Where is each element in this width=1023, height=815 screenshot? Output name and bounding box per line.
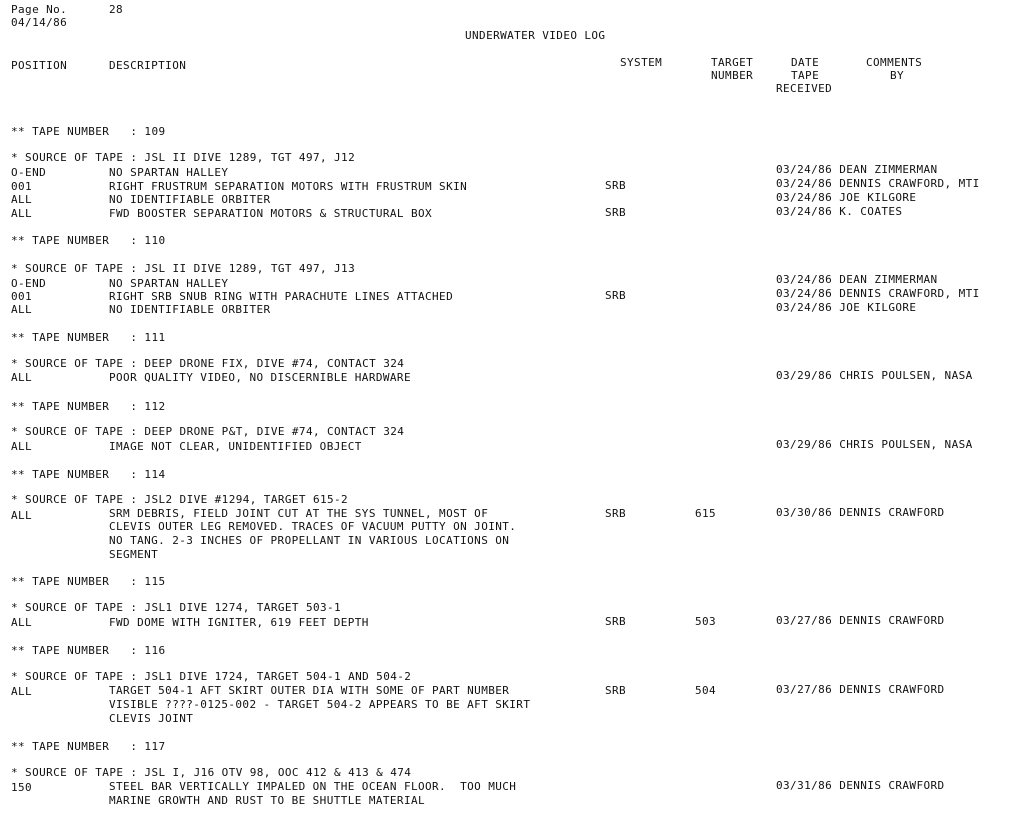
entry-description: RIGHT FRUSTRUM SEPARATION MOTORS WITH FRUSTRUM SKIN: [109, 180, 468, 193]
entry-description: SEGMENT: [109, 548, 159, 561]
column-header-description: DESCRIPTION: [109, 59, 187, 72]
tape-source: * SOURCE OF TAPE : JSL II DIVE 1289, TGT 497, J13: [11, 262, 356, 275]
entry-description: NO SPARTAN HALLEY: [109, 277, 229, 290]
entry-description: MARINE GROWTH AND RUST TO BE SHUTTLE MATERIAL: [109, 794, 426, 807]
entry-system: SRB: [605, 179, 627, 192]
entry-description: RIGHT SRB SNUB RING WITH PARACHUTE LINES ATTACHED: [109, 290, 454, 303]
tape-source: * SOURCE OF TAPE : DEEP DRONE FIX, DIVE #74, CONTACT 324: [11, 357, 405, 370]
entry-comments: 03/24/86 DENNIS CRAWFORD, MTI: [776, 177, 980, 190]
entry-target-number: 615: [695, 507, 717, 520]
entry-comments: 03/29/86 CHRIS POULSEN, NASA: [776, 438, 973, 451]
entry-description: IMAGE NOT CLEAR, UNIDENTIFIED OBJECT: [109, 440, 362, 453]
column-header-date: DATE: [791, 56, 820, 69]
tape-source: * SOURCE OF TAPE : JSL2 DIVE #1294, TARGET 615-2: [11, 493, 349, 506]
column-header-system: SYSTEM: [620, 56, 663, 69]
entry-description: CLEVIS JOINT: [109, 712, 194, 725]
column-header-date: RECEIVED: [776, 82, 833, 95]
column-header-target: NUMBER: [711, 69, 754, 82]
page-title: UNDERWATER VIDEO LOG: [465, 29, 606, 42]
entry-description: VISIBLE ????-0125-002 - TARGET 504-2 APPEARS TO BE AFT SKIRT: [109, 698, 531, 711]
tape-number-heading: ** TAPE NUMBER : 111: [11, 331, 166, 344]
entry-description: NO IDENTIFIABLE ORBITER: [109, 303, 271, 316]
tape-number-heading: ** TAPE NUMBER : 116: [11, 644, 166, 657]
tape-source: * SOURCE OF TAPE : JSL1 DIVE 1274, TARGET 503-1: [11, 601, 342, 614]
page-number: 28: [109, 3, 124, 16]
tape-number-heading: ** TAPE NUMBER : 112: [11, 400, 166, 413]
entry-comments: 03/24/86 K. COATES: [776, 205, 903, 218]
entry-description: FWD BOOSTER SEPARATION MOTORS & STRUCTURAL BOX: [109, 207, 433, 220]
entry-description: STEEL BAR VERTICALLY IMPALED ON THE OCEAN FLOOR. TOO MUCH: [109, 780, 517, 793]
page-number-label: Page No.: [11, 3, 68, 16]
entry-position: ALL: [11, 303, 33, 316]
entry-position: O-END: [11, 277, 47, 290]
entry-description: POOR QUALITY VIDEO, NO DISCERNIBLE HARDWARE: [109, 371, 411, 384]
entry-comments: 03/27/86 DENNIS CRAWFORD: [776, 683, 945, 696]
tape-number-heading: ** TAPE NUMBER : 117: [11, 740, 166, 753]
entry-system: SRB: [605, 615, 627, 628]
entry-position: 001: [11, 290, 33, 303]
entry-comments: 03/30/86 DENNIS CRAWFORD: [776, 506, 945, 519]
tape-number-heading: ** TAPE NUMBER : 110: [11, 234, 166, 247]
entry-description: NO TANG. 2-3 INCHES OF PROPELLANT IN VARIOUS LOCATIONS ON: [109, 534, 510, 547]
entry-position: ALL: [11, 440, 33, 453]
tape-source: * SOURCE OF TAPE : DEEP DRONE P&T, DIVE #74, CONTACT 324: [11, 425, 405, 438]
entry-position: ALL: [11, 371, 33, 384]
tape-number-heading: ** TAPE NUMBER : 109: [11, 125, 166, 138]
entry-comments: 03/27/86 DENNIS CRAWFORD: [776, 614, 945, 627]
column-header-comments: COMMENTS: [866, 56, 923, 69]
entry-description: CLEVIS OUTER LEG REMOVED. TRACES OF VACUUM PUTTY ON JOINT.: [109, 520, 517, 533]
entry-position: ALL: [11, 509, 33, 522]
entry-comments: 03/24/86 JOE KILGORE: [776, 301, 917, 314]
entry-system: SRB: [605, 507, 627, 520]
column-header-target: TARGET: [711, 56, 754, 69]
column-header-comments: BY: [890, 69, 905, 82]
entry-system: SRB: [605, 684, 627, 697]
tape-source: * SOURCE OF TAPE : JSL1 DIVE 1724, TARGET 504-1 AND 504-2: [11, 670, 412, 683]
report-date: 04/14/86: [11, 16, 68, 29]
entry-system: SRB: [605, 206, 627, 219]
entry-position: ALL: [11, 685, 33, 698]
entry-position: 150: [11, 781, 33, 794]
entry-comments: 03/24/86 DEAN ZIMMERMAN: [776, 273, 938, 286]
tape-number-heading: ** TAPE NUMBER : 115: [11, 575, 166, 588]
entry-comments: 03/24/86 JOE KILGORE: [776, 191, 917, 204]
entry-position: O-END: [11, 166, 47, 179]
entry-target-number: 503: [695, 615, 717, 628]
entry-position: ALL: [11, 616, 33, 629]
column-header-position: POSITION: [11, 59, 68, 72]
entry-system: SRB: [605, 289, 627, 302]
entry-comments: 03/24/86 DEAN ZIMMERMAN: [776, 163, 938, 176]
entry-description: NO SPARTAN HALLEY: [109, 166, 229, 179]
entry-position: 001: [11, 180, 33, 193]
entry-description: FWD DOME WITH IGNITER, 619 FEET DEPTH: [109, 616, 369, 629]
entry-position: ALL: [11, 207, 33, 220]
entry-comments: 03/24/86 DENNIS CRAWFORD, MTI: [776, 287, 980, 300]
tape-source: * SOURCE OF TAPE : JSL II DIVE 1289, TGT 497, J12: [11, 151, 356, 164]
tape-number-heading: ** TAPE NUMBER : 114: [11, 468, 166, 481]
entry-description: TARGET 504-1 AFT SKIRT OUTER DIA WITH SOME OF PART NUMBER: [109, 684, 510, 697]
entry-comments: 03/29/86 CHRIS POULSEN, NASA: [776, 369, 973, 382]
tape-source: * SOURCE OF TAPE : JSL I, J16 OTV 98, OOC 412 & 413 & 474: [11, 766, 412, 779]
entry-target-number: 504: [695, 684, 717, 697]
entry-position: ALL: [11, 193, 33, 206]
entry-description: SRM DEBRIS, FIELD JOINT CUT AT THE SYS TUNNEL, MOST OF: [109, 507, 489, 520]
entry-description: NO IDENTIFIABLE ORBITER: [109, 193, 271, 206]
column-header-date: TAPE: [791, 69, 820, 82]
entry-comments: 03/31/86 DENNIS CRAWFORD: [776, 779, 945, 792]
